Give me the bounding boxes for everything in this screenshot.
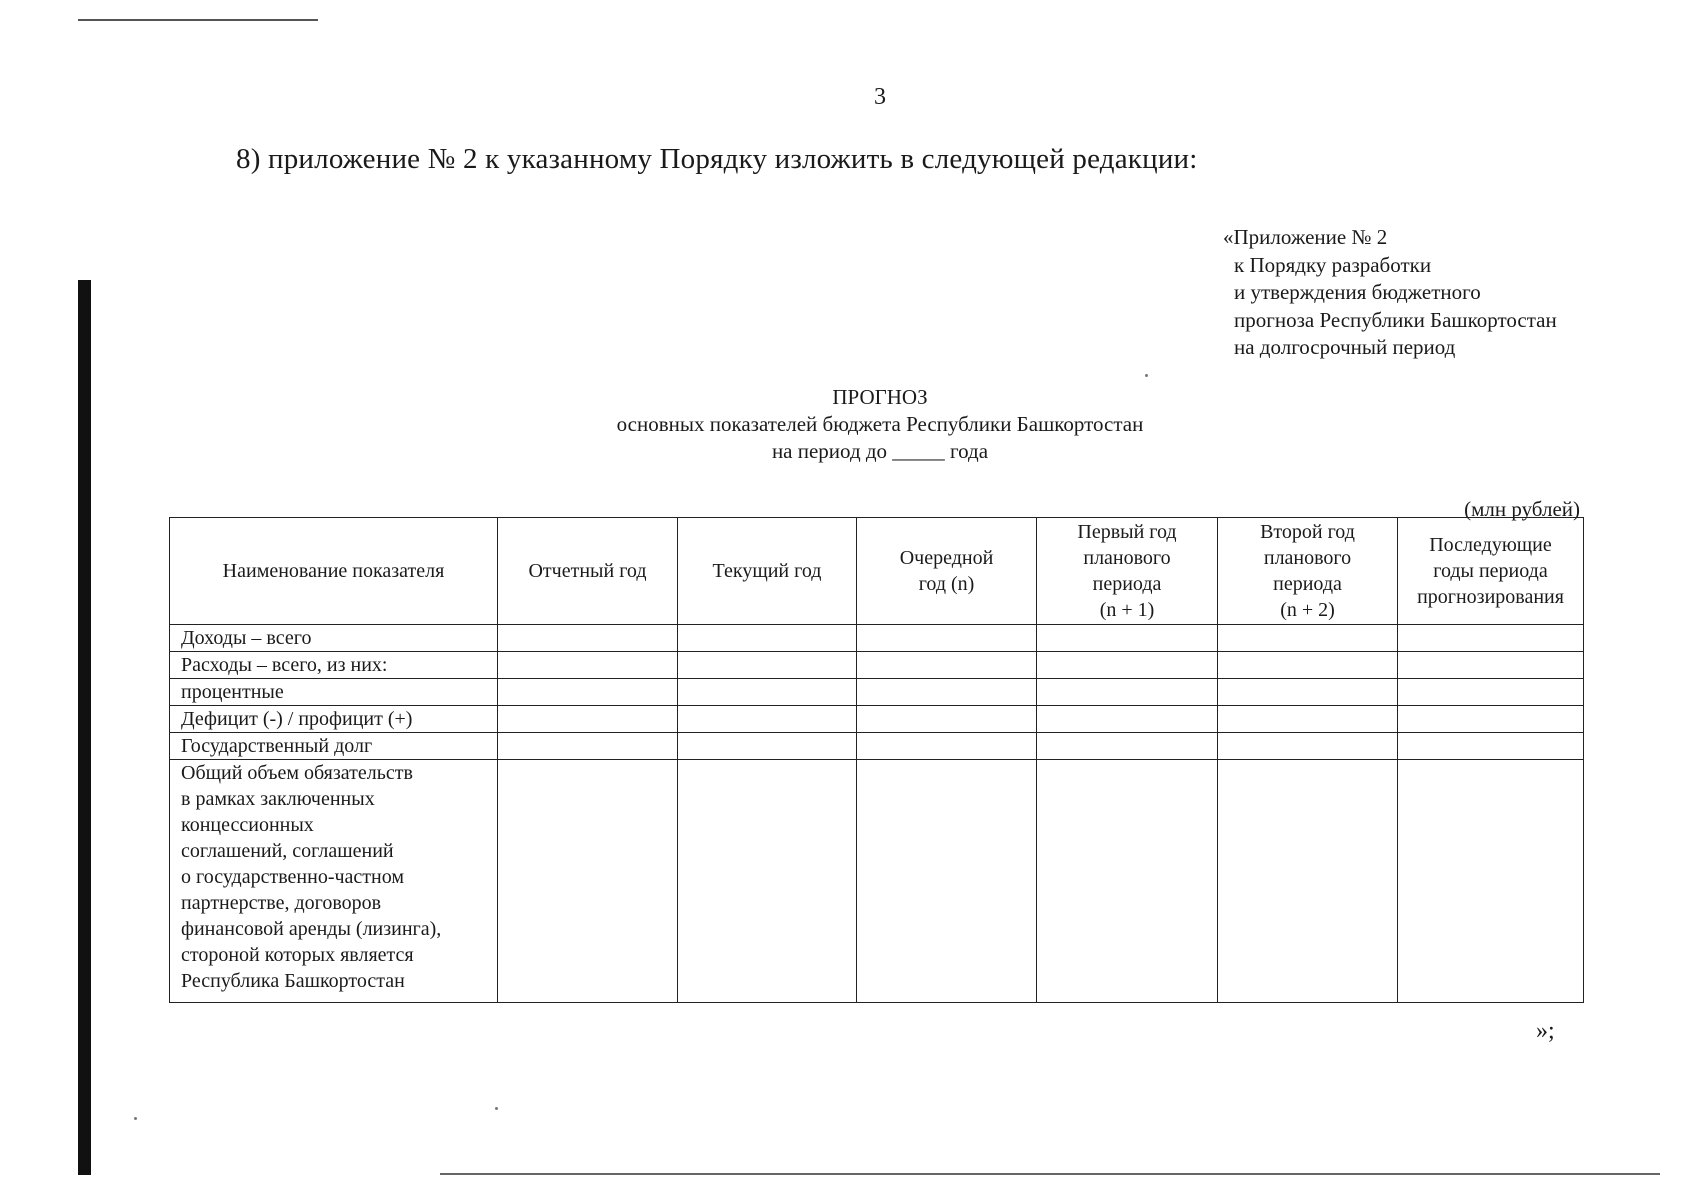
- header-reporting-year: Отчетный год: [498, 518, 678, 625]
- appendix-line: к Порядку разработки: [1234, 252, 1432, 277]
- units-label: (млн рублей): [1464, 497, 1580, 521]
- table-cell: [678, 760, 857, 1003]
- header-current-year: Текущий год: [678, 518, 857, 625]
- title-line: основных показателей бюджета Республики Башкортостан: [616, 412, 1144, 436]
- table-cell: [498, 652, 678, 679]
- table-cell: [857, 652, 1037, 679]
- page-number: 3: [874, 84, 886, 110]
- table-cell: [857, 706, 1037, 733]
- header-plan-year-2: Второй год планового периода (n + 2): [1218, 518, 1398, 625]
- table-cell: [678, 733, 857, 760]
- row-label: Общий объем обязательств в рамках заключенных концессионных соглашений, соглашений о государственно-частном партнерстве, договоров финансовой аренды (лизинга), стороной которых является Республика Башкортостан: [170, 760, 498, 1003]
- table-cell: [678, 652, 857, 679]
- header-next-year: Очередной год (n): [857, 518, 1037, 625]
- row-label: Доходы – всего: [170, 625, 498, 652]
- table-cell: [1218, 625, 1398, 652]
- title-line: на период до _____ года: [771, 439, 989, 463]
- scan-artifact-left-bar: [78, 280, 91, 1175]
- document-title: [545, 384, 1215, 465]
- table-cell: [857, 760, 1037, 1003]
- table-cell: [1037, 706, 1218, 733]
- header-subsequent-years: Последующие годы периода прогнозирования: [1398, 518, 1584, 625]
- table-cell: [678, 706, 857, 733]
- appendix-reference: [1223, 224, 1557, 362]
- table-cell: [678, 625, 857, 652]
- row-label: Дефицит (-) / профицит (+): [170, 706, 498, 733]
- table-cell: [498, 679, 678, 706]
- scan-artifact-top-line: [78, 19, 318, 21]
- table-cell: [498, 760, 678, 1003]
- row-label: Расходы – всего, из них:: [170, 652, 498, 679]
- table-cell: [1398, 679, 1584, 706]
- table-cell: [1398, 760, 1584, 1003]
- table-cell: [857, 625, 1037, 652]
- appendix-line: на долгосрочный период: [1234, 335, 1456, 359]
- table-cell: [857, 679, 1037, 706]
- table-cell: [1218, 652, 1398, 679]
- table-cell: [1218, 733, 1398, 760]
- scan-speck: [134, 1117, 137, 1120]
- header-indicator-name: Наименование показателя: [170, 518, 498, 625]
- table-cell: [1398, 652, 1584, 679]
- closing-quote: »;: [1536, 1018, 1555, 1044]
- appendix-line: прогноза Республики Башкортостан: [1234, 307, 1557, 332]
- table-cell: [1398, 706, 1584, 733]
- row-label: процентные: [170, 679, 498, 706]
- table-cell: [1398, 625, 1584, 652]
- table-cell: [1037, 679, 1218, 706]
- table-cell: [1398, 733, 1584, 760]
- table-header-row: [170, 518, 1584, 625]
- table-row: [170, 652, 1584, 679]
- table-row: [170, 679, 1584, 706]
- instruction-text: 8) приложение № 2 к указанному Порядку изложить в следующей редакции:: [236, 143, 1198, 175]
- table-row: [170, 706, 1584, 733]
- table-cell: [1037, 625, 1218, 652]
- table-cell: [1218, 706, 1398, 733]
- table-cell: [498, 733, 678, 760]
- table-row: [170, 733, 1584, 760]
- table-cell: [1037, 760, 1218, 1003]
- header-plan-year-1: Первый год планового периода (n + 1): [1037, 518, 1218, 625]
- table-cell: [678, 679, 857, 706]
- scan-speck: [495, 1107, 498, 1110]
- table-cell: [857, 733, 1037, 760]
- table-row: [170, 760, 1584, 1003]
- table-cell: [1218, 760, 1398, 1003]
- scan-speck: [1145, 374, 1148, 377]
- appendix-line: и утверждения бюджетного: [1234, 280, 1481, 304]
- table-cell: [1037, 652, 1218, 679]
- table-cell: [498, 625, 678, 652]
- row-label: Государственный долг: [170, 733, 498, 760]
- appendix-line: «Приложение № 2: [1223, 225, 1388, 249]
- table-cell: [1218, 679, 1398, 706]
- table-row: [170, 625, 1584, 652]
- table-cell: [1037, 733, 1218, 760]
- table-cell: [498, 706, 678, 733]
- title-line: ПРОГНОЗ: [832, 385, 928, 409]
- scan-artifact-bottom-line: [440, 1173, 1660, 1175]
- forecast-table: [169, 517, 1584, 1003]
